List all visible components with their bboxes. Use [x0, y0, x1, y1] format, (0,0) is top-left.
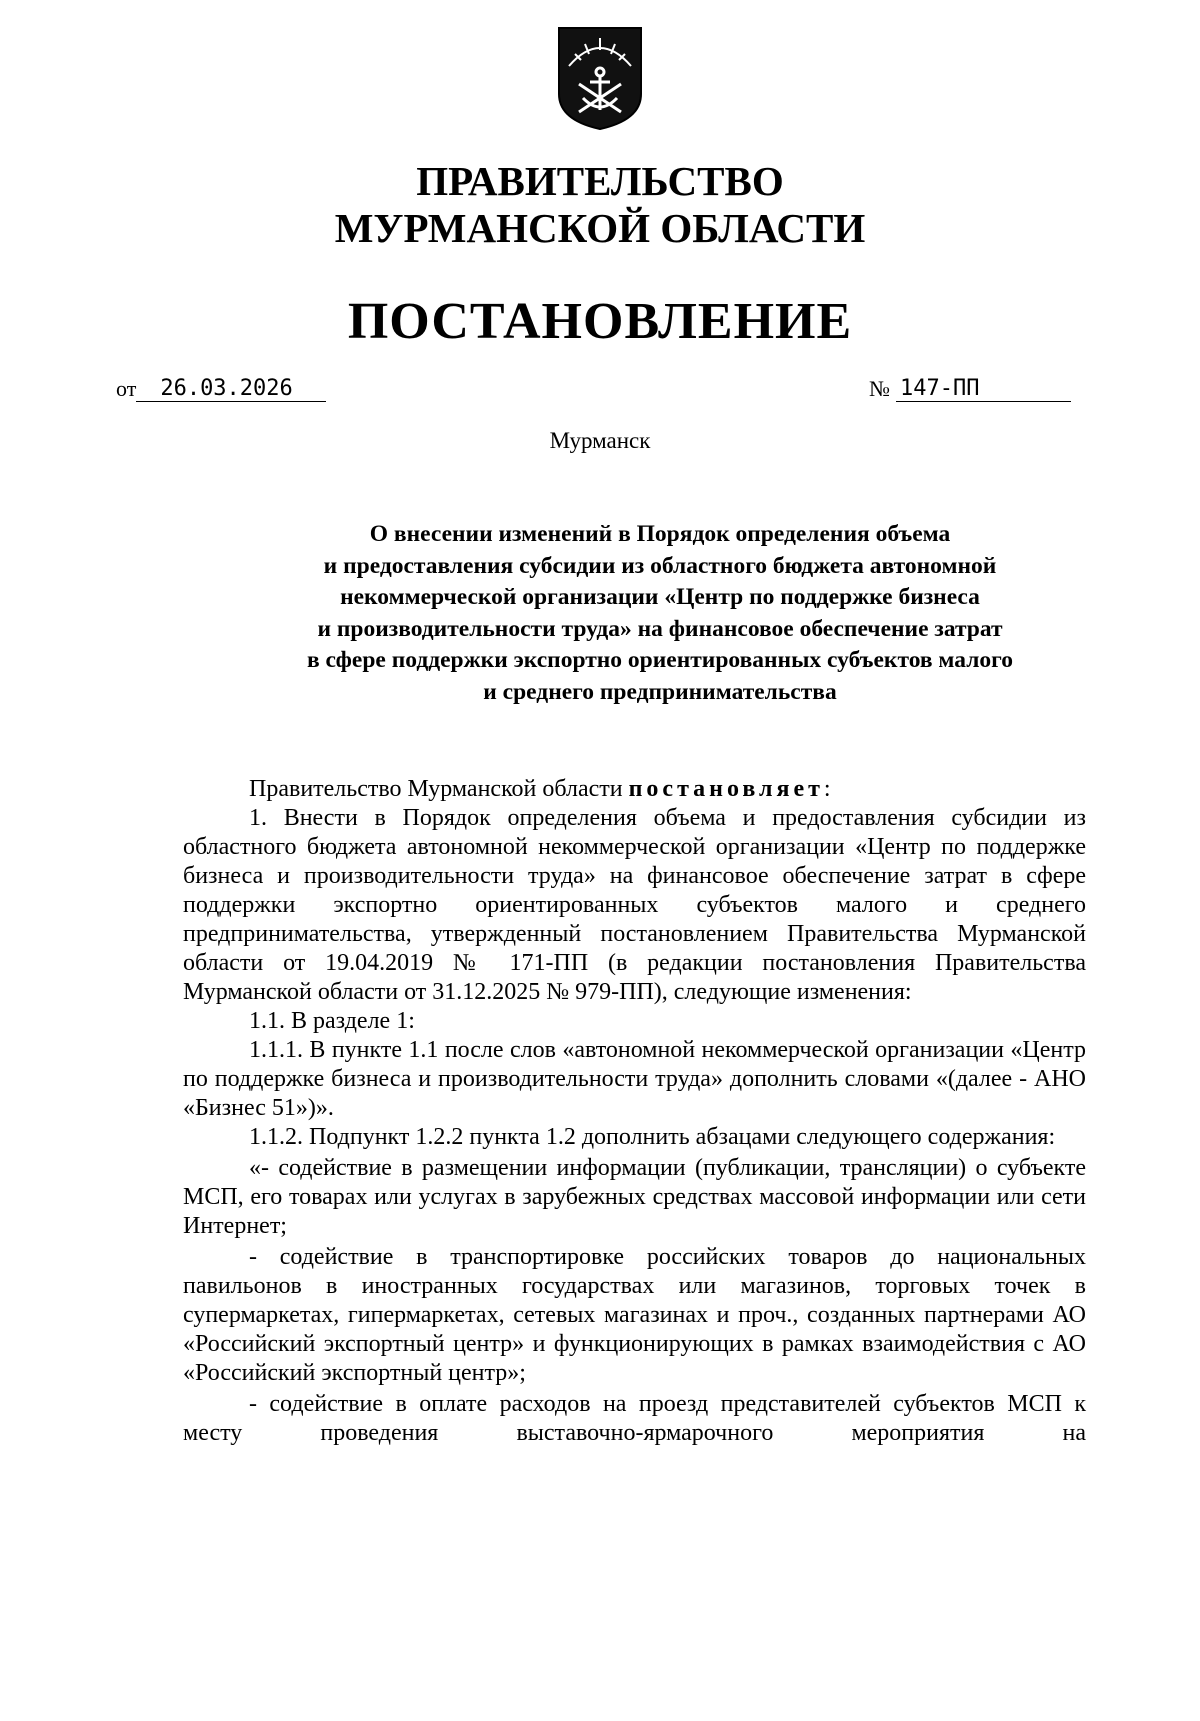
paragraph-1-1-2: 1.1.2. Подпункт 1.2.2 пункта 1.2 дополнить абзацами следующего содержания:	[249, 1124, 1056, 1150]
subject-line: в сфере поддержки экспортно ориентированных субъектов малого	[306, 647, 1013, 673]
number-value: 147-ПП	[896, 376, 1071, 402]
subject-line: некоммерческой организации «Центр по поддержке бизнеса	[340, 584, 980, 610]
government-title	[0, 158, 1200, 252]
preamble-paragraph	[183, 775, 1086, 804]
document-date	[116, 376, 326, 402]
preamble-end: :	[823, 776, 831, 802]
subject-line: О внесении изменений в Порядок определения объема	[369, 521, 951, 547]
paragraph-1: 1. Внести в Порядок определения объема и предоставления субсидии из областного бюджета автономной некоммерческой организации «Центр по поддержке бизнеса и производительности труда» на финансовое обеспечение затрат в сфере поддержки экспортно ориентированных субъектов малого и среднего предпринимательства, утвержденный постановлением Правительства Мурманской области от 19.04.2019 № 171-ПП (в редакции постановления Правительства Мурманской области от 31.12.2025 № 979-ПП), следующие изменения:	[183, 805, 1086, 1005]
city-name: Мурманск	[549, 428, 651, 453]
document-subject	[240, 519, 1080, 708]
document-number	[869, 376, 1071, 402]
number-label: №	[869, 376, 890, 401]
subject-line: и среднего предпринимательства	[483, 678, 837, 705]
inserted-paragraph-2: - содействие в транспортировке российских товаров до национальных павильонов в иностранных государствах или магазинов, торговых точек в супермаркетах, гипермаркетах, сетевых магазинах и проч., созданных партнерами АО «Российский экспортный центр» и функционирующих в рамках взаимодействия с АО «Российский экспортный центр»;	[183, 1244, 1086, 1386]
government-title-line-1: ПРАВИТЕЛЬСТВО	[416, 158, 784, 204]
subject-line: и производительности труда» на финансовое обеспечение затрат	[317, 615, 1003, 642]
date-label: от	[116, 376, 137, 401]
document-type: ПОСТАНОВЛЕНИЕ	[347, 293, 853, 350]
inserted-paragraph-1: «- содействие в размещении информации (публикации, трансляции) о субъекте МСП, его товарах или услугах в зарубежных средствах массовой информации или сети Интернет;	[183, 1155, 1086, 1239]
government-title-line-2: МУРМАНСКОЙ ОБЛАСТИ	[334, 205, 866, 251]
paragraph-1-1: 1.1. В разделе 1:	[249, 1008, 415, 1034]
preamble-text: Правительство Мурманской области	[249, 776, 629, 802]
murmansk-coat-of-arms-icon	[555, 24, 645, 132]
preamble-verb: постановляет	[628, 776, 824, 802]
subject-line: и предоставления субсидии из областного бюджета автономной	[323, 552, 997, 579]
date-value: 26.03.2026	[136, 376, 326, 402]
paragraph-1-1-1: 1.1.1. В пункте 1.1 после слов «автономной некоммерческой организации «Центр по поддержке бизнеса и производительности труда» дополнить словами «(далее - АНО «Бизнес 51»)».	[183, 1037, 1086, 1121]
document-body	[183, 775, 1086, 1448]
inserted-paragraph-3: - содействие в оплате расходов на проезд представителей субъектов МСП к месту проведения выставочно-ярмарочного мероприятия на	[183, 1391, 1086, 1446]
